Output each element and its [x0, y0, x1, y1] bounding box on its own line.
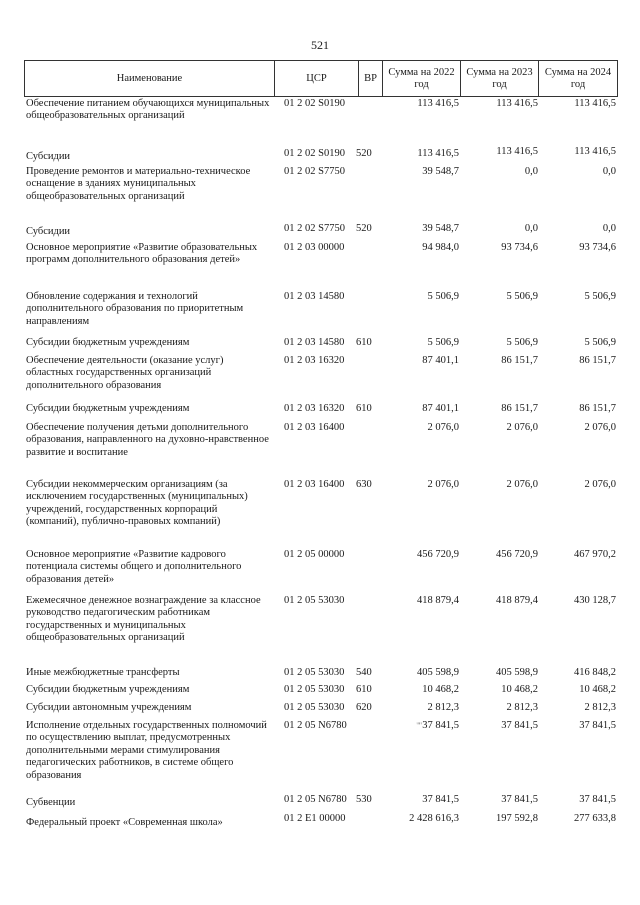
row-vr: 540	[356, 667, 372, 678]
row-csr: 01 2 03 14580	[284, 291, 345, 302]
table-row	[24, 334, 617, 354]
table-row	[24, 354, 617, 400]
row-sum-2022: 94 984,0	[422, 242, 459, 253]
header-sum-2023: Сумма на 2023 год	[461, 61, 539, 96]
row-csr: 01 2 05 53030	[284, 595, 345, 606]
row-sum-2023: 37 841,5	[501, 720, 538, 731]
row-name: Ежемесячное денежное вознаграждение за классное руководство педагогическим работникам государственных и муниципальных общеобразовательных организаций	[26, 595, 261, 644]
row-sum-2024: 2 076,0	[584, 422, 616, 433]
row-sum-2024: 0,0	[602, 166, 616, 177]
row-name: Обновление содержания и технологий дополнительного образования по приоритетным направлениям	[26, 291, 244, 327]
table-row	[24, 719, 617, 792]
row-name: Субсидии	[26, 226, 71, 237]
header-sum-2022: Сумма на 2022 год	[383, 61, 461, 96]
row-name: Основное мероприятие «Развитие образовательных программ дополнительного образования детей»	[26, 242, 258, 266]
row-name: Субсидии	[26, 151, 71, 162]
row-sum-2022: 2 812,3	[427, 702, 459, 713]
row-csr: 01 2 03 16320	[284, 403, 345, 414]
row-name: Федеральный проект «Современная школа»	[26, 817, 223, 828]
row-vr: 610	[356, 337, 372, 348]
row-name: Субсидии бюджетным учреждениям	[26, 403, 190, 414]
row-sum-2023: 0,0	[524, 223, 538, 234]
row-name: Основное мероприятие «Развитие кадрового потенциала системы общего и дополнительного образования детей»	[26, 549, 242, 585]
row-sum-2022: 39 548,7	[422, 223, 459, 234]
row-sum-2022: 2 076,0	[427, 479, 459, 490]
row-vr: 530	[356, 794, 372, 805]
row-name: Исполнение отдельных государственных полномочий по осуществлению выплат, предусмотренных дополнительными мерами стимулирования педагогических работников, в системе общего образования	[26, 720, 267, 781]
row-name: Иные межбюджетные трансферты	[26, 667, 180, 678]
row-csr: 01 2 05 N6780	[284, 720, 347, 731]
table-row	[24, 223, 617, 238]
row-csr: 01 2 02 S7750	[284, 166, 345, 177]
row-sum-2024: 5 506,9	[584, 291, 616, 302]
row-csr: 01 2 03 16320	[284, 355, 345, 366]
row-sum-2024: 467 970,2	[574, 549, 616, 560]
table-header	[24, 60, 618, 97]
row-sum-2023: 37 841,5	[501, 794, 538, 805]
row-csr: 01 2 02 S7750	[284, 223, 345, 234]
table-row	[24, 594, 617, 667]
row-sum-2022: 113 416,5	[417, 148, 459, 159]
table-row	[24, 702, 617, 719]
row-sum-2023: 86 151,7	[501, 355, 538, 366]
row-sum-2022: 87 401,1	[422, 403, 459, 414]
row-sum-2024: 0,0	[602, 223, 616, 234]
row-sum-2022: 113 416,5	[417, 98, 459, 109]
row-sum-2023: 2 076,0	[506, 479, 538, 490]
row-sum-2024: 416 848,2	[574, 667, 616, 678]
row-sum-2024: 430 128,7	[574, 595, 616, 606]
row-sum-2022: 5 506,9	[427, 337, 459, 348]
table-row	[24, 547, 617, 594]
row-name: Обеспечение получения детьми дополнительного образования, направленного на духовно-нравственное развитие и воспитание	[26, 422, 269, 458]
row-sum-2023: 5 506,9	[506, 291, 538, 302]
row-sum-2023: 2 076,0	[506, 422, 538, 433]
table-row	[24, 418, 617, 479]
row-sum-2024: 113 416,5	[574, 98, 616, 109]
row-sum-2022: 39 548,7	[422, 166, 459, 177]
row-name: Субсидии автономным учреждениям	[26, 702, 192, 713]
row-name: Субсидии бюджетным учреждениям	[26, 684, 190, 695]
row-csr: 01 2 05 53030	[284, 667, 345, 678]
page-number: 521	[311, 38, 329, 52]
table-row	[24, 684, 617, 702]
row-sum-2023: 86 151,7	[501, 403, 538, 414]
row-vr: 630	[356, 479, 372, 490]
row-sum-2024: 2 812,3	[584, 702, 616, 713]
row-sum-2024: 37 841,5	[579, 720, 616, 731]
row-csr: 01 2 05 53030	[284, 684, 345, 695]
row-sum-2024: 10 468,2	[579, 684, 616, 695]
row-sum-2024: 5 506,9	[584, 337, 616, 348]
row-name: Субвенции	[26, 797, 76, 808]
row-csr: 01 2 03 16400	[284, 479, 345, 490]
row-vr: 520	[356, 148, 372, 159]
table-row	[24, 812, 617, 829]
header-name: Наименование	[25, 61, 275, 96]
row-csr: 01 2 02 S0190	[284, 148, 345, 159]
table-row	[24, 162, 617, 223]
table-row	[24, 792, 617, 812]
row-csr: 01 2 03 00000	[284, 242, 345, 253]
row-sum-2022: 405 598,9	[417, 667, 459, 678]
row-sum-2024: 86 151,7	[579, 403, 616, 414]
row-sum-2023: 418 879,4	[496, 595, 538, 606]
row-sum-2022: 456 720,9	[417, 549, 459, 560]
row-name: Субсидии некоммерческим организациям (за исключением государственных (муниципальных) учреждений, государственных корпораций (компаний), публично-правовых компаний)	[26, 479, 248, 528]
table-row	[24, 148, 617, 162]
row-sum-2023: 113 416,5	[496, 98, 538, 109]
row-name: Обеспечение деятельности (оказание услуг) областных государственных организаций дополнительного образования	[26, 355, 224, 391]
row-sum-2022: 10 468,2	[422, 684, 459, 695]
row-sum-2022: 2 428 616,3	[409, 813, 459, 824]
row-csr: 01 2 05 N6780	[284, 794, 347, 805]
row-sum-2024: 37 841,5	[579, 794, 616, 805]
row-vr: 620	[356, 702, 372, 713]
row-vr: 520	[356, 223, 372, 234]
row-sum-2023: 0,0	[524, 166, 538, 177]
row-csr: 01 2 03 16400	[284, 422, 345, 433]
header-vr: ВР	[359, 61, 383, 96]
row-sum-2022: 5 506,9	[427, 291, 459, 302]
row-sum-2023: 197 592,8	[496, 813, 538, 824]
row-name: Субсидии бюджетным учреждениям	[26, 337, 190, 348]
row-vr: 610	[356, 684, 372, 695]
row-sum-2023: 2 812,3	[506, 702, 538, 713]
row-csr: 01 2 03 14580	[284, 337, 345, 348]
row-sum-2024: 93 734,6	[579, 242, 616, 253]
row-sum-2023: 10 468,2	[501, 684, 538, 695]
table-row	[24, 400, 617, 418]
row-sum-2024: 113 416,5	[574, 146, 616, 157]
row-vr: 610	[356, 403, 372, 414]
row-name: Обеспечение питанием обучающихся муниципальных общеобразовательных организаций	[26, 98, 270, 122]
row-sum-2023: 405 598,9	[496, 667, 538, 678]
row-sum-2023: 113 416,5	[496, 146, 538, 157]
header-csr: ЦСР	[275, 61, 359, 96]
table-row	[24, 290, 617, 334]
row-sum-2022: "'"37 841,5	[416, 720, 459, 731]
row-sum-2023: 456 720,9	[496, 549, 538, 560]
table-row	[24, 479, 617, 547]
row-sum-2023: 5 506,9	[506, 337, 538, 348]
row-name: Проведение ремонтов и материально-техническое оснащение в зданиях муниципальных общеобразовательных организаций	[26, 166, 251, 202]
row-csr: 01 2 05 53030	[284, 702, 345, 713]
table-row	[24, 98, 617, 148]
row-sum-2023: 93 734,6	[501, 242, 538, 253]
row-csr: 01 2 02 S0190	[284, 98, 345, 109]
row-sum-2022: 2 076,0	[427, 422, 459, 433]
row-sum-2022: 418 879,4	[417, 595, 459, 606]
table-row	[24, 667, 617, 684]
row-sum-2022: 87 401,1	[422, 355, 459, 366]
scan-smudge: "'"	[416, 721, 422, 730]
header-sum-2024: Сумма на 2024 год	[539, 61, 618, 96]
table-body	[24, 98, 617, 829]
table-row	[24, 238, 617, 290]
row-sum-2022: 37 841,5	[422, 794, 459, 805]
row-csr: 01 2 E1 00000	[284, 813, 346, 824]
row-sum-2024: 86 151,7	[579, 355, 616, 366]
row-sum-2024: 2 076,0	[584, 479, 616, 490]
row-sum-2024: 277 633,8	[574, 813, 616, 824]
row-csr: 01 2 05 00000	[284, 549, 345, 560]
